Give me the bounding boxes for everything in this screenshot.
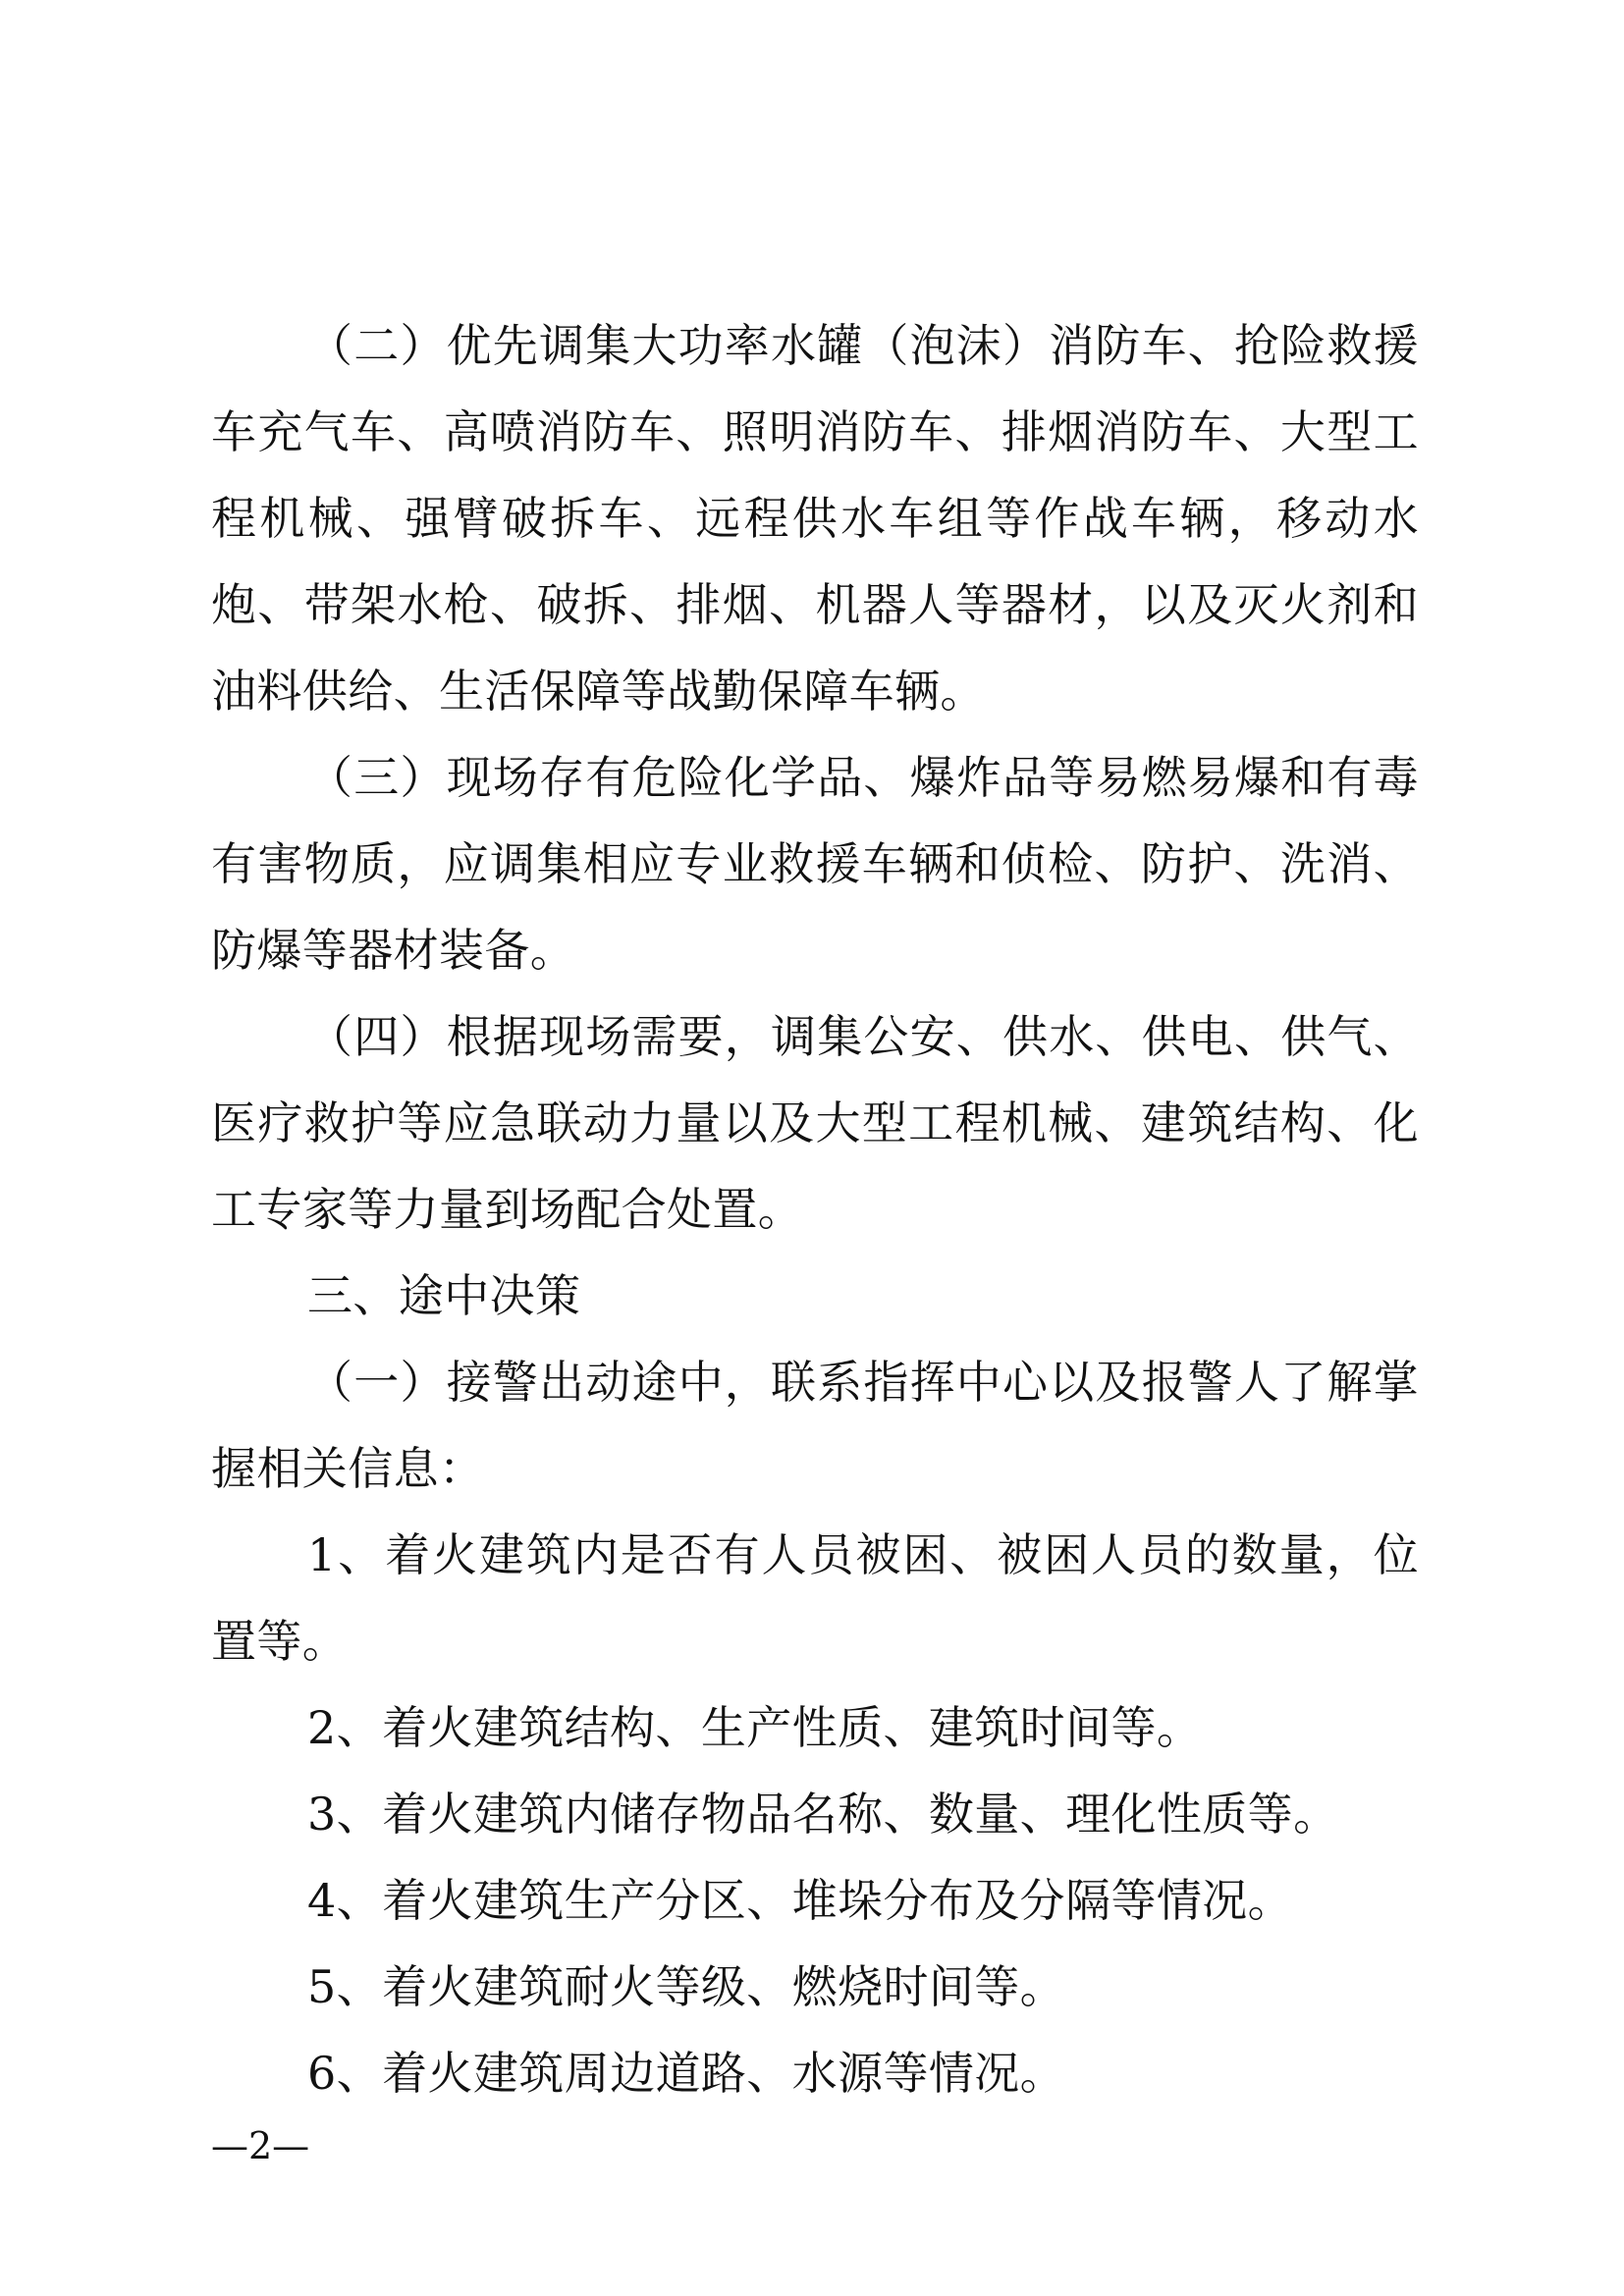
list-item-roads-water-sources: 6、着火建筑周边道路、水源等情况。 <box>307 2047 1066 2100</box>
paragraph-priority-vehicles: （二）优先调集大功率水罐（泡沫）消防车、抢险救援车充气车、高喷消防车、照明消防车、排烟消防车、大型工程机械、强臂破拆车、远程供水车组等作战车辆，移动水炮、带架水枪、破拆、排烟、机器人等器材，以及灭火剂和油料供给、生活保障等战勤保障车辆。 <box>211 319 1419 718</box>
document-body <box>211 302 1419 2116</box>
paragraph-contact-command-center: （一）接警出动途中，联系指挥中心以及报警人了解掌握相关信息： <box>211 1356 1419 1495</box>
list-item-building-structure: 2、着火建筑结构、生产性质、建筑时间等。 <box>307 1701 1203 1754</box>
section-heading-en-route-decision: 三、途中决策 <box>307 1269 581 1322</box>
list-item-fire-resistance: 5、着火建筑耐火等级、燃烧时间等。 <box>307 1960 1066 2013</box>
paragraph-hazardous-materials: （三）现场存有危险化学品、爆炸品等易燃易爆和有毒有害物质，应调集相应专业救援车辆和侦检、防护、洗消、防爆等器材装备。 <box>211 751 1419 977</box>
list-item-stored-materials: 3、着火建筑内储存物品名称、数量、理化性质等。 <box>307 1788 1339 1841</box>
page-number: —2— <box>211 2124 310 2167</box>
list-item-production-zones: 4、着火建筑生产分区、堆垛分布及分隔等情况。 <box>307 1874 1294 1927</box>
list-item-trapped-persons: 1、着火建筑内是否有人员被困、被困人员的数量，位置等。 <box>211 1528 1419 1668</box>
paragraph-linkage-forces: （四）根据现场需要，调集公安、供水、供电、供气、医疗救护等应急联动力量以及大型工程机械、建筑结构、化工专家等力量到场配合处置。 <box>211 1010 1419 1236</box>
